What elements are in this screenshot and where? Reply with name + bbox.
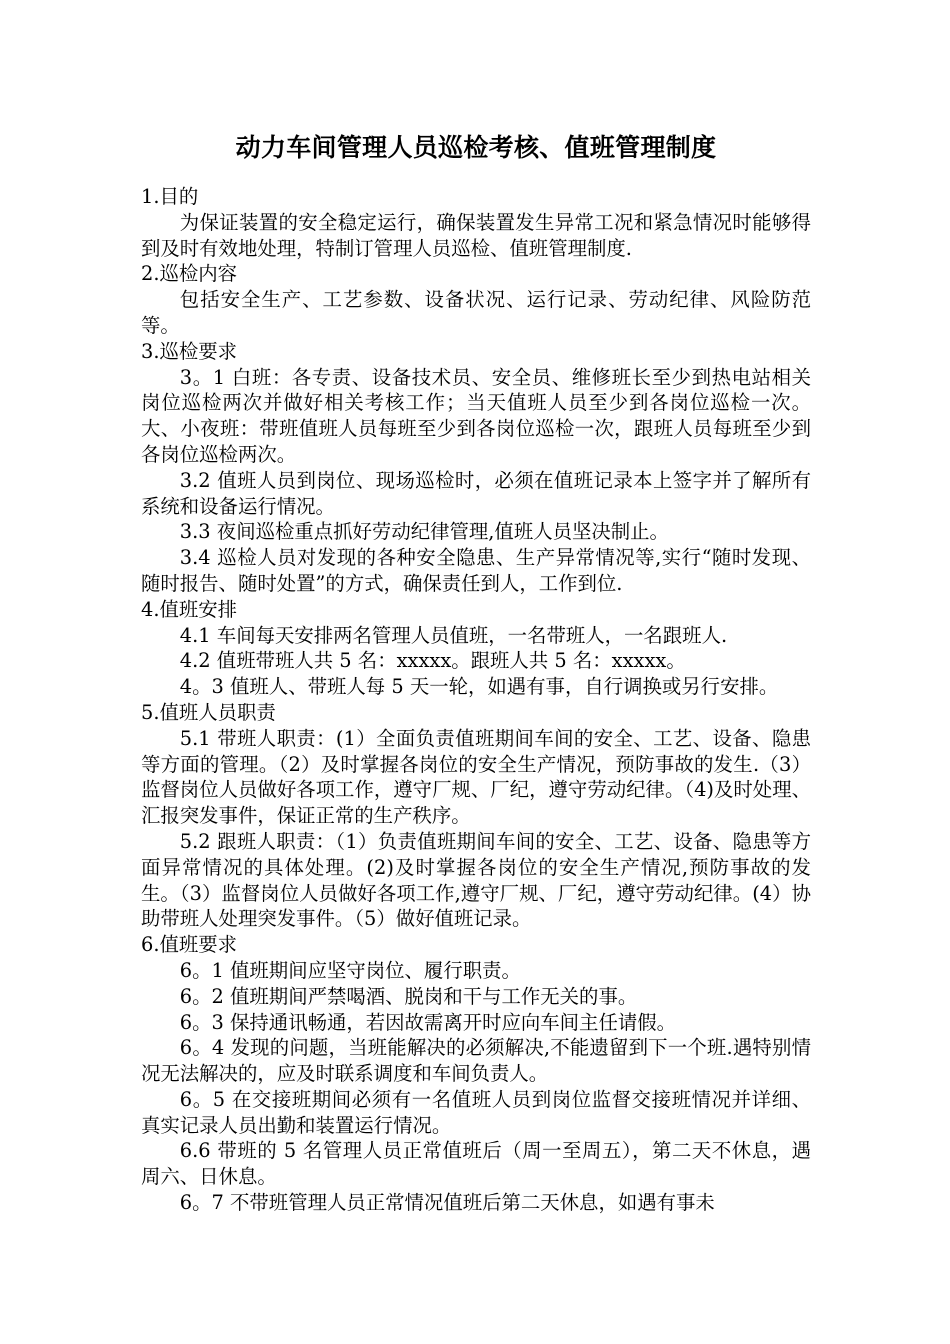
paragraph: 6。2 值班期间严禁喝酒、脱岗和干与工作无关的事。 <box>179 984 638 1008</box>
paragraph: 6。1 值班期间应坚守岗位、履行职责。 <box>179 958 521 982</box>
paragraph: 为保证装置的安全稳定运行，确保装置发生异常工况和紧急情况时能够得到及时有效地处理，特制订管理人员巡检、值班管理制度. <box>141 210 811 260</box>
section-heading-purpose: 1.目的 <box>141 185 199 208</box>
paragraph: 4.1 车间每天安排两名管理人员值班，一名带班人，一名跟班人. <box>179 623 728 647</box>
paragraph: 6。4 发现的问题，当班能解决的必须解决,不能遗留到下一个班.遇特别情况无法解决的，应及时联系调度和车间负责人。 <box>141 1036 811 1086</box>
section-heading-duty-requirements: 6.值班要求 <box>141 933 238 957</box>
paragraph: 6.6 带班的 5 名管理人员正常值班后（周一至周五），第二天不休息，遇周六、日休息。 <box>141 1139 811 1189</box>
paragraph: 5.2 跟班人职责：（1）负责值班期间车间的安全、工艺、设备、隐患等方面异常情况的具体处理。(2)及时掌握各岗位的安全生产情况,预防事故的发生。（3）监督岗位人员做好各项工作,遵守厂规、厂纪，遵守劳动纪律。(4）协助带班人处理突发事件。（5）做好值班记录。 <box>141 829 811 931</box>
paragraph: 3。1 白班：各专责、设备技术员、安全员、维修班长至少到热电站相关岗位巡检两次并做好相关考核工作；当天值班人员至少到各岗位巡检一次。大、小夜班：带班值班人员每班至少到各岗位巡检一次，跟班人员每班至少到各岗位巡检两次。 <box>141 365 811 466</box>
section-heading-inspection-requirements: 3.巡检要求 <box>141 339 238 363</box>
section-heading-duty-arrangement: 4.值班安排 <box>141 597 238 621</box>
document-title: 动力车间管理人员巡检考核、值班管理制度 <box>235 133 717 162</box>
section-heading-duty-responsibilities: 5.值班人员职责 <box>141 700 276 724</box>
paragraph: 包括安全生产、工艺参数、设备状况、运行记录、劳动纪律、风险防范等。 <box>141 288 811 337</box>
paragraph: 3.3 夜间巡检重点抓好劳动纪律管理,值班人员坚决制止。 <box>179 520 669 544</box>
paragraph: 6。5 在交接班期间必须有一名值班人员到岗位监督交接班情况并详细、真实记录人员出勤和装置运行情况。 <box>141 1087 811 1137</box>
paragraph: 6。3 保持通讯畅通，若因故需离开时应向车间主任请假。 <box>179 1010 677 1034</box>
paragraph: 4.2 值班带班人共 5 名：xxxxx。跟班人共 5 名：xxxxx。 <box>179 649 686 673</box>
section-heading-inspection-content: 2.巡检内容 <box>141 262 238 286</box>
paragraph: 3.2 值班人员到岗位、现场巡检时，必须在值班记录本上签字并了解所有系统和设备运行情况。 <box>141 468 811 518</box>
document-body <box>141 128 811 1216</box>
paragraph: 6。7 不带班管理人员正常情况值班后第二天休息，如遇有事未 <box>179 1191 715 1215</box>
paragraph: 5.1 带班人职责：(1）全面负责值班期间车间的安全、工艺、设备、隐患等方面的管理。（2）及时掌握各岗位的安全生产情况，预防事故的发生.（3）监督岗位人员做好各项工作，遵守厂规、厂纪，遵守劳动纪律。（4)及时处理、汇报突发事件，保证正常的生产秩序。 <box>141 726 811 828</box>
paragraph: 3.4 巡检人员对发现的各种安全隐患、生产异常情况等,实行“随时发现、随时报告、随时处置”的方式，确保责任到人，工作到位. <box>141 546 811 595</box>
paragraph: 4。3 值班人、带班人每 5 天一轮，如遇有事，自行调换或另行安排。 <box>179 675 779 699</box>
